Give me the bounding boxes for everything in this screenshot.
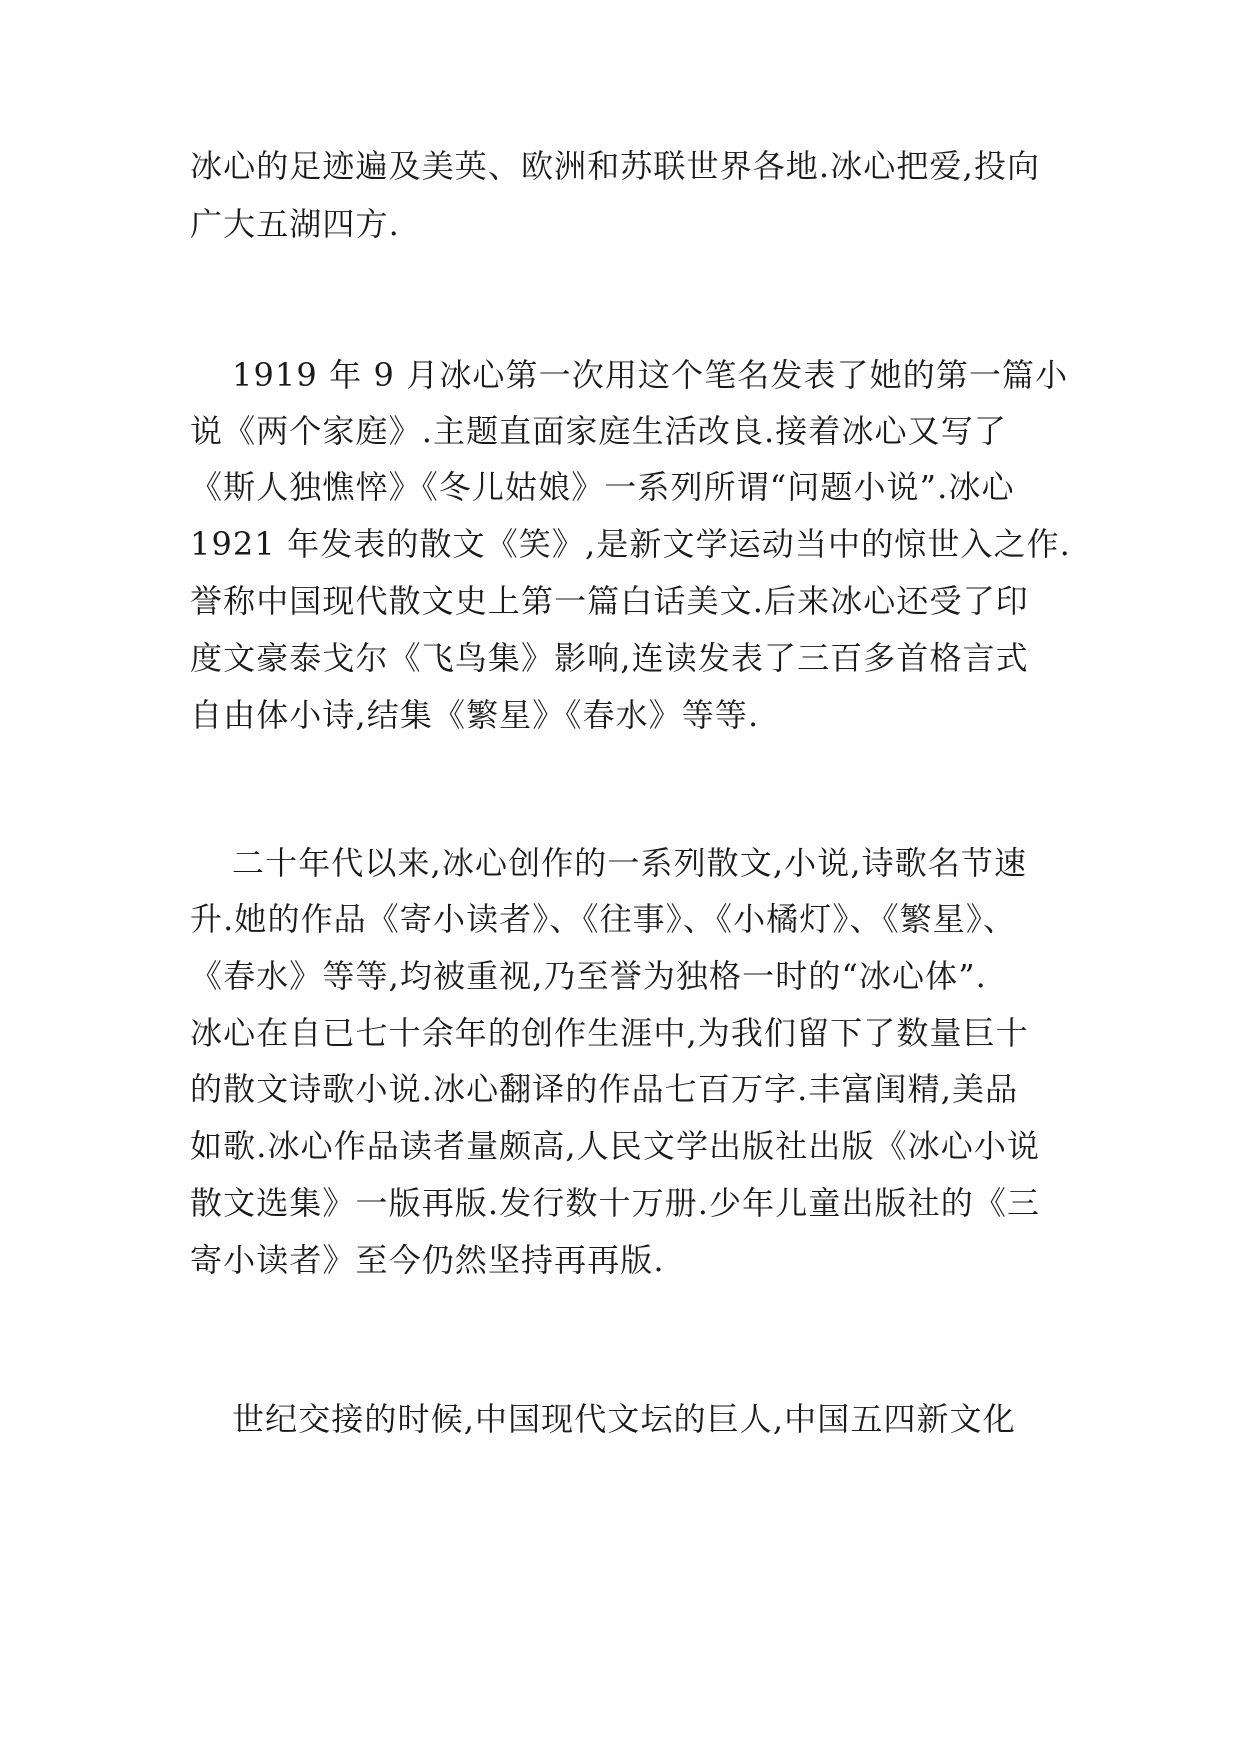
paragraph-2-line-6: 度文豪泰戈尔《飞鸟集》影响,连读发表了三百多首格言式 xyxy=(190,639,1029,677)
paragraph-3-line-8: 寄小读者》至今仍然坚持再再版. xyxy=(190,1241,665,1279)
paragraph-1-line-1: 冰心的足迹遍及美英、欧洲和苏联世界各地.冰心把爱,投向 xyxy=(190,147,1041,185)
paragraph-3-line-4: 冰心在自已七十余年的创作生涯中,为我们留下了数量巨十 xyxy=(190,1014,1029,1052)
paragraph-2-line-4: 1921 年发表的散文《笑》,是新文学运动当中的惊世入之作. xyxy=(190,525,1071,563)
paragraph-2-line-3: 《斯人独憔悴》《冬儿姑娘》一系列所谓“问题小说”.冰心 xyxy=(190,468,1015,506)
paragraph-2-line-5: 誉称中国现代散文史上第一篇白话美文.后来冰心还受了印 xyxy=(190,582,1029,620)
paragraph-3-line-3: 《春水》等等,均被重视,乃至誉为独格一时的“冰心体”. xyxy=(190,957,987,995)
paragraph-4-line-1: 世纪交接的时候,中国现代文坛的巨人,中国五四新文化 xyxy=(232,1400,1016,1438)
paragraph-3-line-1: 二十年代以来,冰心创作的一系列散文,小说,诗歌名节速 xyxy=(232,844,1028,882)
paragraph-2-line-2: 说《两个家庭》.主题直面家庭生活改良.接着冰心又写了 xyxy=(190,412,1007,450)
paragraph-3-line-2: 升.她的作品《寄小读者》、《往事》、《小橘灯》、《繁星》、 xyxy=(190,900,1017,938)
paragraph-2-line-1: 1919 年 9 月冰心第一次用这个笔名发表了她的第一篇小 xyxy=(232,356,1069,394)
paragraph-2-line-7: 自由体小诗,结集《繁星》《春水》等等. xyxy=(190,696,760,734)
paragraph-3-line-6: 如歌.冰心作品读者量颇高,人民文学出版社出版《冰心小说 xyxy=(190,1127,1041,1165)
paragraph-1-line-2: 广大五湖四方. xyxy=(190,205,400,243)
paragraph-3-line-7: 散文选集》一版再版.发行数十万册.少年儿童出版社的《三 xyxy=(190,1184,1041,1222)
paragraph-3-line-5: 的散文诗歌小说.冰心翻译的作品七百万字.丰富闺精,美品 xyxy=(190,1070,1019,1108)
